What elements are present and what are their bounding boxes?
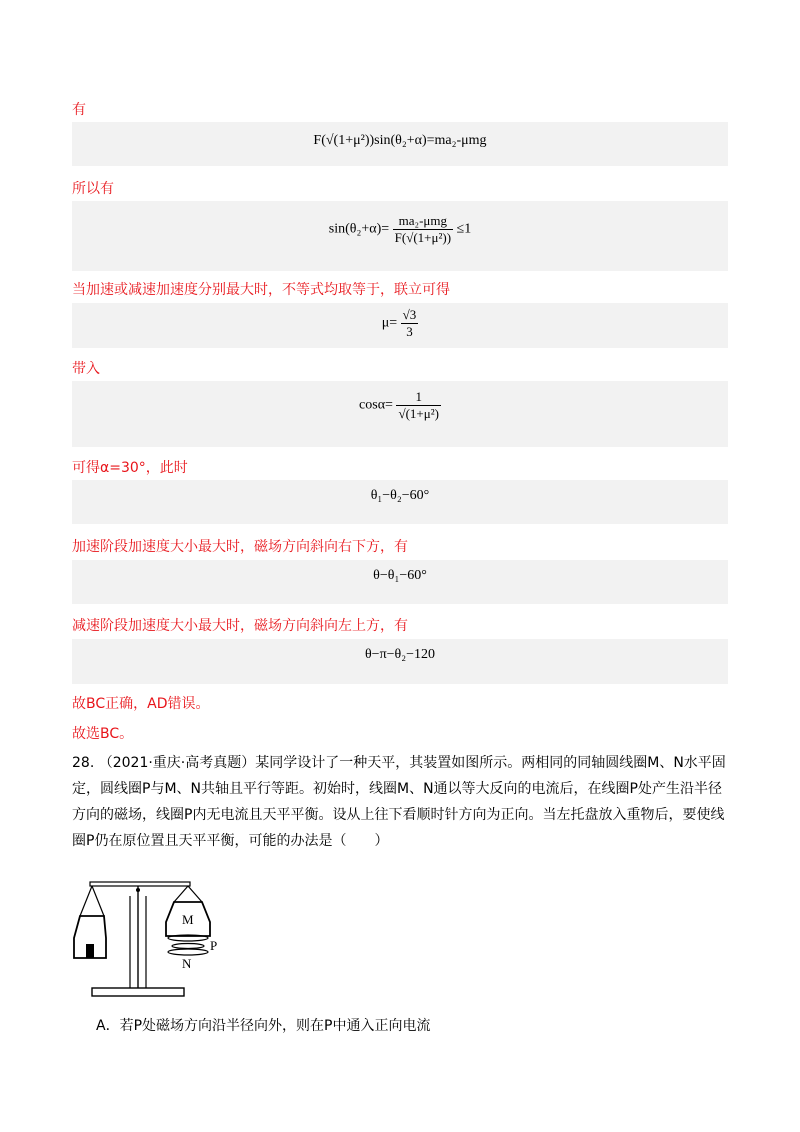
denominator: 3 [406, 324, 413, 339]
pivot [136, 888, 140, 892]
text-line: 故选BC。 [72, 726, 134, 742]
equation-box [72, 201, 728, 271]
equation [72, 389, 728, 422]
fraction [393, 213, 453, 246]
equation: θ−θ₁−60° [373, 568, 427, 583]
text-line: 可得α=30°，此时 [72, 460, 188, 476]
equation: θ−π−θ₂−120 [364, 647, 436, 662]
coil-p [172, 944, 204, 949]
text-line: 加速阶段加速度大小最大时，磁场方向斜向右下方，有 [72, 539, 408, 555]
numerator: ma₂-μmg [393, 213, 453, 230]
option-a: A．若P处磁场方向沿半径向外，则在P中通入正向电流 [96, 1018, 431, 1034]
equation-box [72, 639, 728, 684]
equation-box [72, 560, 728, 604]
right-string [174, 886, 188, 902]
label-m: M [182, 912, 194, 927]
text-line: 当加速或减速加速度分别最大时，不等式均取等于，联立可得 [72, 282, 450, 298]
text-line: 有 [72, 102, 86, 118]
eq-right: ≤1 [456, 221, 472, 237]
label-n: N [182, 956, 192, 971]
equation-box [72, 303, 728, 348]
equation-box [72, 381, 728, 447]
equation-box [72, 480, 728, 524]
question-number: 28. [72, 755, 95, 771]
balance-figure [70, 876, 220, 1001]
text-line: 故BC正确，AD错误。 [72, 696, 210, 712]
beam [90, 882, 190, 886]
base [92, 988, 184, 996]
eq-left: sin(θ₂+α)= [328, 221, 390, 237]
weight [86, 944, 94, 958]
numerator: √3 [402, 307, 417, 322]
text-line: 带入 [72, 361, 100, 377]
equation: F(√(1+μ²))sin(θ₂+α)=ma₂-μmg [313, 133, 487, 148]
question-28 [72, 750, 732, 854]
text-line: 所以有 [72, 181, 114, 197]
fraction [396, 389, 441, 422]
question-text: 某同学设计了一种天平，其装置如图所示。两相同的同轴圆线圈M、N水平固定，圆线圈P与M、N共轴且平行等距。初始时，线圈M、N通以等大反向的电流后，在线圈P处产生沿半径方向的磁场，线圈P内无电流且天平平衡。设从上往下看顺时针方向为正向。当左托盘放入重物后，要使线圈P仍在原位置且天平平衡，可能的办法是（ ） [72, 755, 726, 849]
text-line: 减速阶段加速度大小最大时，磁场方向斜向左上方，有 [72, 618, 408, 634]
equation [72, 213, 728, 246]
numerator: 1 [396, 389, 441, 406]
left-string [92, 886, 104, 916]
equation [72, 307, 728, 340]
denominator: F(√(1+μ²)) [394, 230, 452, 245]
equation: θ₁−θ₂−60° [370, 488, 430, 503]
eq-left: cosα= [359, 397, 393, 413]
right-string [188, 886, 202, 902]
left-string [80, 886, 92, 916]
question-source: （2021·重庆·高考真题） [98, 755, 256, 771]
equation-box [72, 122, 728, 166]
label-p: P [210, 938, 218, 953]
denominator: √(1+μ²) [398, 406, 439, 421]
fraction [401, 307, 419, 340]
eq-left: μ= [381, 315, 398, 331]
coil-n [168, 949, 208, 955]
